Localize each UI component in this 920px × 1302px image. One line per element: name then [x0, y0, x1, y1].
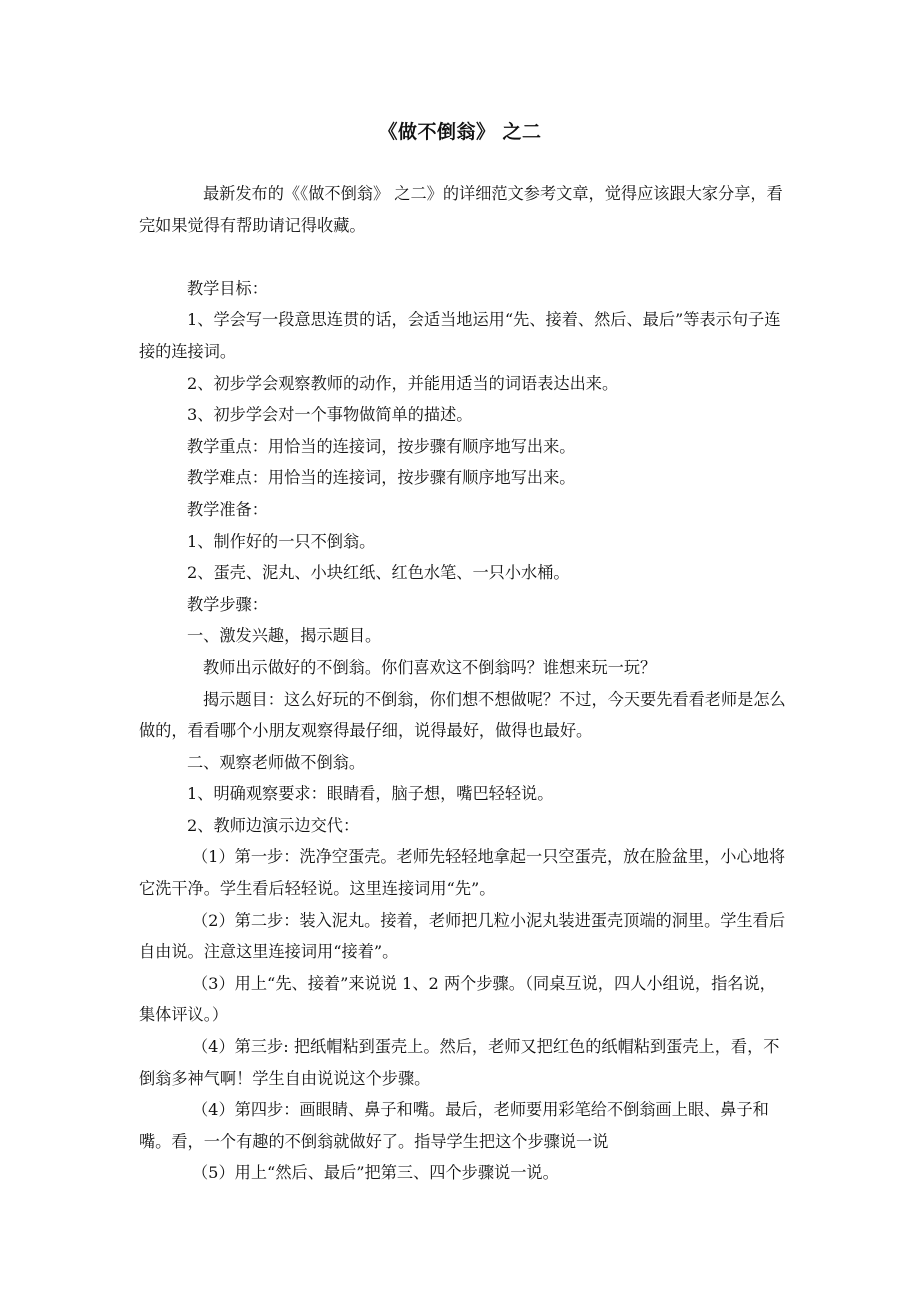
document-title: 《做不倒翁》 之二 — [378, 121, 542, 143]
paragraph: 教学难点：用恰当的连接词，按步骤有顺序地写出来。 — [187, 468, 576, 488]
paragraph: 1、学会写一段意思连贯的话，会适当地运用“先、接着、然后、最后”等表示句子连接的连接词。 — [139, 310, 781, 361]
document-body — [139, 178, 789, 1189]
paragraph: 1、制作好的一只不倒翁。 — [187, 531, 376, 551]
paragraph: 教学准备： — [187, 499, 268, 519]
paragraph: 揭示题目：这么好玩的不倒翁，你们想不想做呢？不过，今天要先看看老师是怎么做的，看看哪个小朋友观察得最仔细，说得最好，做得也最好。 — [139, 689, 786, 741]
paragraph: 2、初步学会观察教师的动作，并能用适当的词语表达出来。 — [187, 373, 619, 393]
paragraph: 1、明确观察要求：眼睛看，脑子想，嘴巴轻轻说。 — [187, 784, 554, 804]
paragraph: （3）用上“先、接着”来说说 1、2 两个步骤。（同桌互说，四人小组说，指名说，集体评议。） — [139, 973, 776, 1025]
paragraph: （4）第四步：画眼睛、鼻子和嘴。最后，老师要用彩笔给不倒翁画上眼、鼻子和嘴。看，一个有趣的不倒翁就做好了。指导学生把这个步骤说一说 — [139, 1100, 769, 1151]
paragraph: 2、教师边演示边交代： — [187, 815, 360, 835]
paragraph: （4）第三步: 把纸帽粘到蛋壳上。然后，老师又把红色的纸帽粘到蛋壳上，看，不倒翁多神气啊！学生自由说说这个步骤。 — [139, 1037, 780, 1088]
paragraph: 一、激发兴趣，揭示题目。 — [187, 626, 382, 646]
paragraph: 教学目标： — [187, 278, 268, 298]
paragraph-gap — [139, 241, 789, 273]
intro-paragraph: 最新发布的《《做不倒翁》 之二》的详细范文参考文章，觉得应该跟大家分享，看完如果觉得有帮助请记得收藏。 — [139, 184, 783, 235]
paragraph: 教师出示做好的不倒翁。你们喜欢这不倒翁吗？谁想来玩一玩？ — [203, 657, 657, 677]
paragraph: 2、蛋壳、泥丸、小块红纸、红色水笔、一只小水桶。 — [187, 563, 570, 583]
paragraph: （1）第一步：洗净空蛋壳。老师先轻轻地拿起一只空蛋壳，放在脸盆里，小心地将它洗干净。学生看后轻轻说。这里连接词用“先”。 — [139, 847, 786, 899]
paragraph: 二、观察老师做不倒翁。 — [187, 752, 366, 772]
paragraph: 教学步骤： — [187, 594, 268, 614]
paragraph: 教学重点：用恰当的连接词，按步骤有顺序地写出来。 — [187, 436, 576, 456]
paragraph: （2）第二步：装入泥丸。接着，老师把几粒小泥丸装进蛋壳顶端的洞里。学生看后自由说。注意这里连接词用“接着”。 — [139, 910, 786, 962]
paragraph: 3、初步学会对一个事物做简单的描述。 — [187, 405, 473, 425]
paragraph: （5）用上“然后、最后”把第三、四个步骤说一说。 — [192, 1163, 559, 1183]
